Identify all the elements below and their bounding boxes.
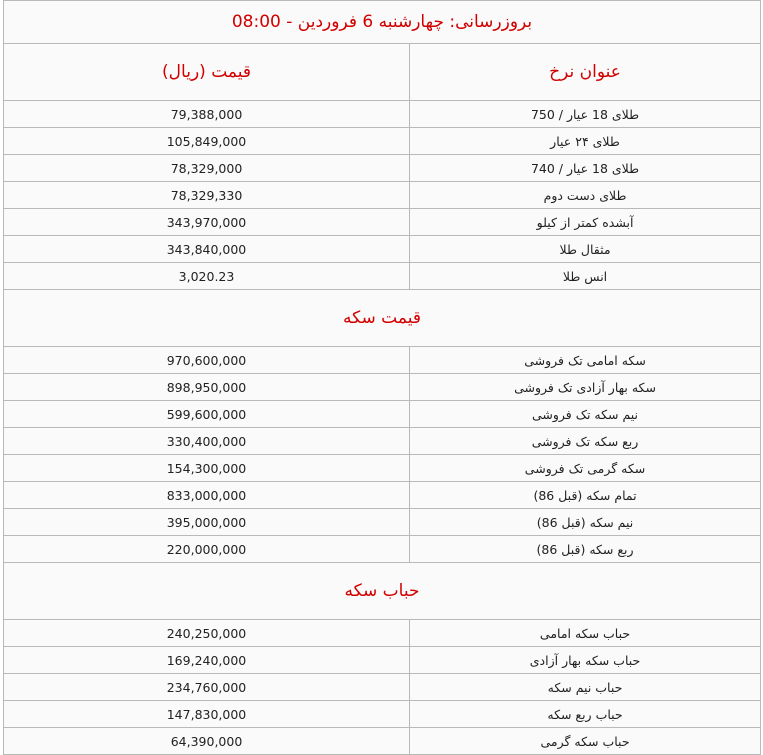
rate-price: 343,840,000: [4, 236, 410, 263]
rate-name: طلای دست دوم: [410, 182, 761, 209]
rate-name: سکه امامی تک فروشی: [410, 347, 761, 374]
rate-name: حباب سکه گرمی: [410, 728, 761, 755]
coin-section-title: قیمت سکه: [4, 290, 761, 347]
rate-price: 64,390,000: [4, 728, 410, 755]
update-title: بروزرسانی: چهارشنبه 6 فروردین - 08:00: [4, 1, 761, 44]
rate-price: 234,760,000: [4, 674, 410, 701]
table-row: [4, 182, 761, 209]
table-row: [4, 428, 761, 455]
table-row: [4, 236, 761, 263]
rate-price: 78,329,000: [4, 155, 410, 182]
header-row: [4, 44, 761, 101]
table-row: [4, 647, 761, 674]
rate-name: نیم سکه تک فروشی: [410, 401, 761, 428]
rate-name: طلای ۲۴ عیار: [410, 128, 761, 155]
rate-price: 3,020.23: [4, 263, 410, 290]
table-row: [4, 701, 761, 728]
rate-price: 395,000,000: [4, 509, 410, 536]
table-row: [4, 728, 761, 755]
rate-name: حباب نیم سکه: [410, 674, 761, 701]
rate-name: آبشده کمتر از کیلو: [410, 209, 761, 236]
table-row: [4, 401, 761, 428]
table-row: [4, 155, 761, 182]
rate-price: 343,970,000: [4, 209, 410, 236]
rate-price: 79,388,000: [4, 101, 410, 128]
rate-name: حباب سکه امامی: [410, 620, 761, 647]
rate-name: طلای 18 عیار / 740: [410, 155, 761, 182]
bubble-section-title: حباب سکه: [4, 563, 761, 620]
table-row: [4, 209, 761, 236]
table-row: [4, 536, 761, 563]
table-row: [4, 674, 761, 701]
table-row: [4, 509, 761, 536]
rate-price: 78,329,330: [4, 182, 410, 209]
price-column-header: قیمت (ریال): [4, 44, 410, 101]
rate-name: نیم سکه (قبل 86): [410, 509, 761, 536]
rate-price: 154,300,000: [4, 455, 410, 482]
rate-price: 169,240,000: [4, 647, 410, 674]
rate-name: سکه گرمی تک فروشی: [410, 455, 761, 482]
rate-price: 105,849,000: [4, 128, 410, 155]
rate-name: انس طلا: [410, 263, 761, 290]
rate-name: سکه بهار آزادی تک فروشی: [410, 374, 761, 401]
rate-name: تمام سکه (قبل 86): [410, 482, 761, 509]
rate-price: 240,250,000: [4, 620, 410, 647]
rate-price: 330,400,000: [4, 428, 410, 455]
rate-name: ربع سکه تک فروشی: [410, 428, 761, 455]
rate-name: حباب ربع سکه: [410, 701, 761, 728]
price-table: [3, 0, 761, 755]
rate-price: 898,950,000: [4, 374, 410, 401]
table-row: [4, 620, 761, 647]
update-title-row: [4, 1, 761, 44]
table-row: [4, 347, 761, 374]
table-row: [4, 482, 761, 509]
rate-price: 970,600,000: [4, 347, 410, 374]
table-row: [4, 374, 761, 401]
name-column-header: عنوان نرخ: [410, 44, 761, 101]
rate-price: 833,000,000: [4, 482, 410, 509]
table-row: [4, 101, 761, 128]
rate-price: 220,000,000: [4, 536, 410, 563]
coin-section-row: [4, 290, 761, 347]
table-row: [4, 455, 761, 482]
table-row: [4, 128, 761, 155]
rate-name: ربع سکه (قبل 86): [410, 536, 761, 563]
rate-price: 599,600,000: [4, 401, 410, 428]
table-row: [4, 263, 761, 290]
rate-name: طلای 18 عیار / 750: [410, 101, 761, 128]
rate-price: 147,830,000: [4, 701, 410, 728]
rate-name: مثقال طلا: [410, 236, 761, 263]
rate-name: حباب سکه بهار آزادی: [410, 647, 761, 674]
bubble-section-row: [4, 563, 761, 620]
